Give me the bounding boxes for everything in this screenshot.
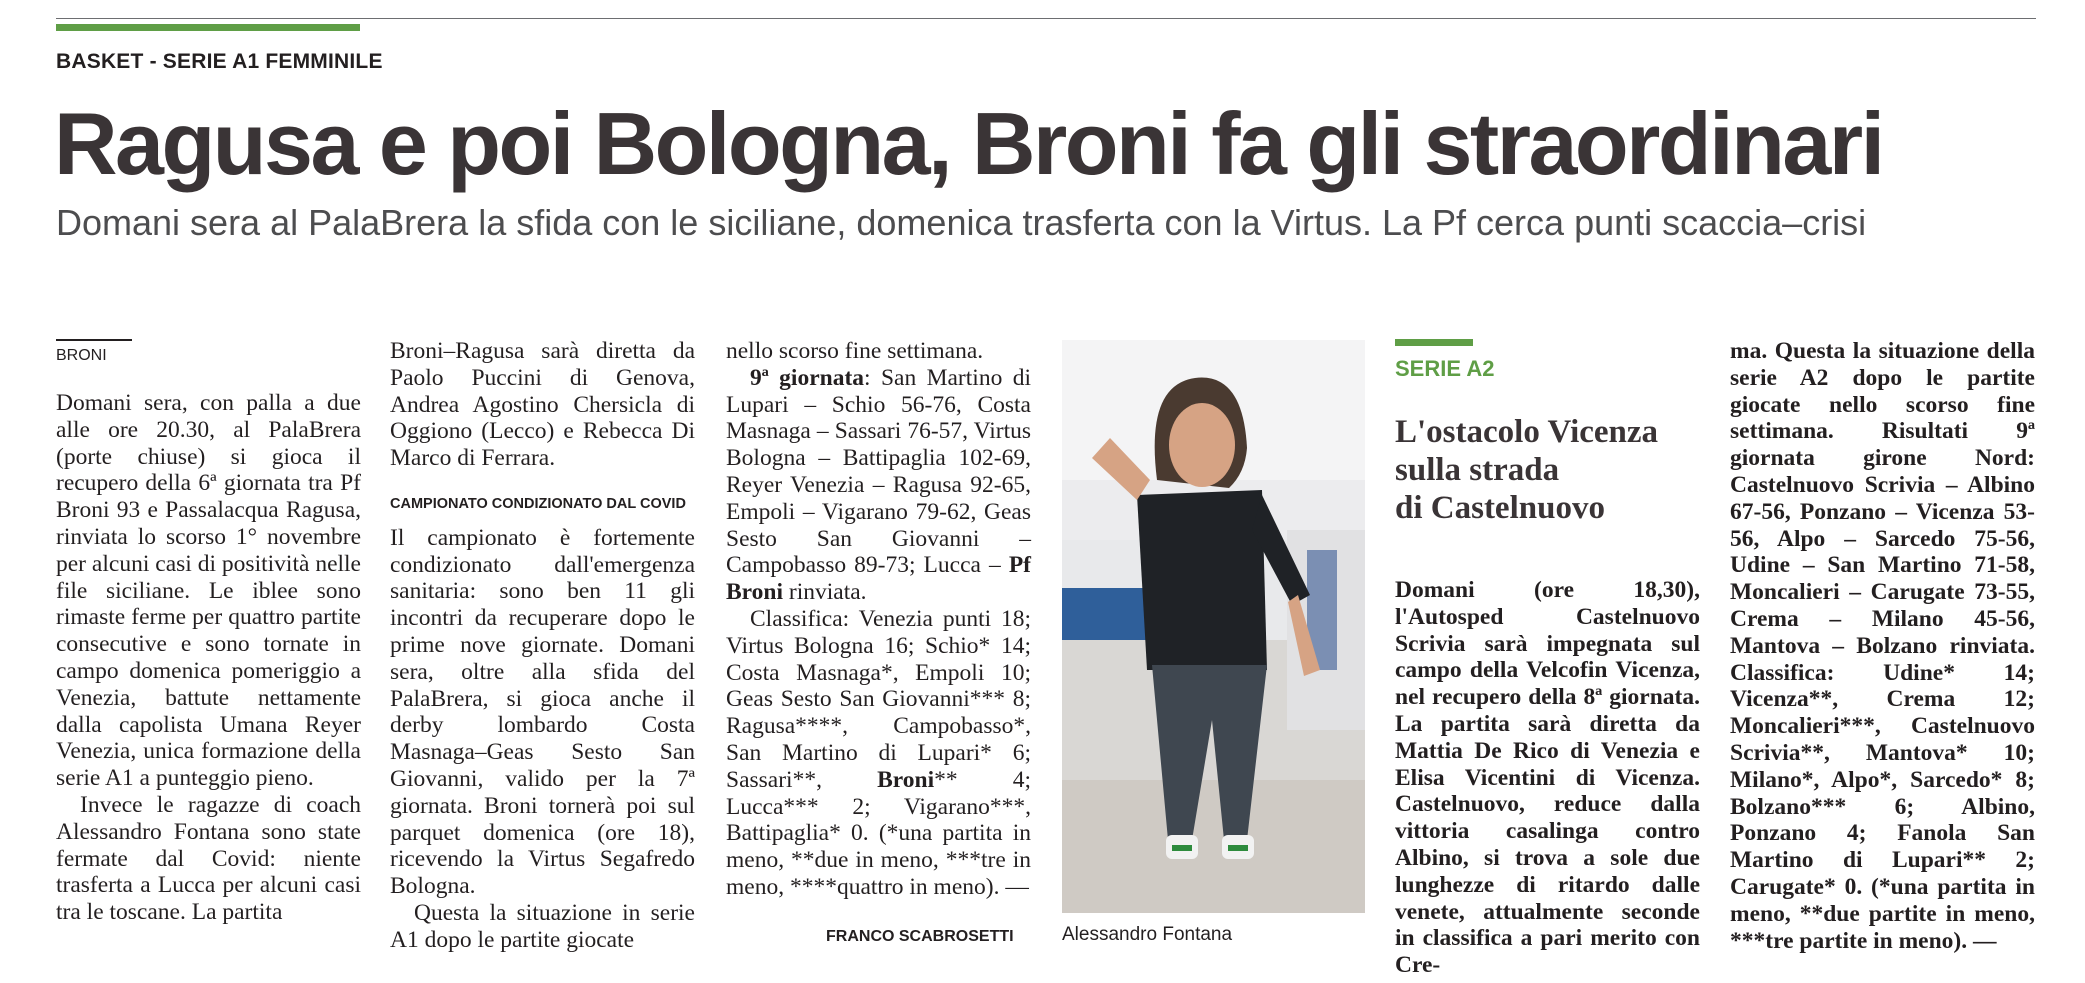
article-location: BRONI (56, 347, 107, 364)
article-paragraph: Domani sera, con palla a due alle ore 20.30, al PalaBrera (porte chiuse) si gioca il recupero della 6ª giornata tra Pf Broni 93 e Passalacqua Ragusa, rinviata lo scorso 1° novembre per alcuni casi di positività nelle file siciliane. Le iblee sono rimaste ferme per quattro partite consecutive e sono tornate in campo domenica pomeriggio a Venezia, battute nettamente dalla capolista Umana Reyer Venezia, unica formazione della serie A1 a punteggio pieno. (56, 390, 361, 792)
section-kicker: BASKET - SERIE A1 FEMMINILE (56, 50, 383, 73)
sidebar-title-line: sulla strada (1395, 452, 1560, 488)
headline: Ragusa e poi Bologna, Broni fa gli straordinari (54, 94, 1883, 193)
article-column-2 (390, 338, 695, 954)
article-paragraph: Broni–Ragusa sarà diretta da Paolo Puccini di Genova, Andrea Agostino Chersicla di Oggiono (Lecco) e Rebecca Di Marco di Ferrara. (390, 338, 695, 472)
article-paragraph: Questa la situazione in serie A1 dopo le partite giocate (390, 899, 695, 953)
standings-text: ** 4; Lucca*** 2; Vigarano***, Battipaglia* 0. (*una partita in meno, **due in meno, ***tre in meno, ****quattro in meno). — (726, 766, 1032, 900)
sidebar-accent-bar (1395, 339, 1473, 346)
article-paragraph: Invece le ragazze di coach Alessandro Fontana sono state fermate dal Covid: niente trasferta a Lucca per alcuni casi tra le toscane. La partita (56, 791, 361, 926)
round-label: 9ª giornata (750, 364, 865, 391)
team-highlight: Pf Broni (726, 552, 1031, 606)
standings-text: Classifica: Venezia punti 18; Virtus Bologna 16; Schio* 14; Costa Masnaga*, Empoli 10; Geas Sesto San Giovanni*** 8; Ragusa****, Campobasso*, San Martino di Lupari* 6; Sassari**, (726, 605, 1031, 793)
coach-photo (1062, 340, 1365, 913)
section-subtitle: CAMPIONATO CONDIZIONATO DAL COVID (390, 495, 686, 512)
results-text: : San Martino di Lupari – Schio 56-76, Costa Masnaga – Sassari 76-57, Virtus Bologna – Battipaglia 102-69, Reyer Venezia – Ragusa 92-65, Empoli – Vigarano 79-62, Geas Sesto San Giovanni – Campobasso 89-73; Lucca – (726, 364, 1031, 579)
sidebar-column-1: Domani (ore 18,30), l'Autosped Castelnuovo Scrivia sarà impegnata sul campo della Velcofin Vicenza, nel recupero della 8ª giornata. La partita sarà diretta da Mattia De Rico di Venezia e Elisa Vicentini di Vicenza. Castelnuovo, reduce dalla vittoria casalinga contro Albino, si trova a sole due lunghezze di ritardo dalle venete, attualmente seconde in classifica a pari merito con Cre- (1395, 577, 1700, 979)
kicker-accent-bar (56, 24, 360, 31)
top-rule (56, 18, 2036, 19)
article-column-1 (56, 390, 361, 926)
sidebar-title (1395, 413, 1658, 527)
sidebar-column-2: ma. Questa la situazione della serie A2 dopo le partite giocate nello scorso fine settimana. Risultati 9ª giornata girone Nord: Castelnuovo Scrivia – Albino 67-56, Ponzano – Vicenza 53-56, Alpo – Sarcedo 75-56, Udine – San Martino 71-58, Moncalieri – Carugate 73-55, Crema – Milano 45-56, Mantova – Bolzano rinviata. Classifica: Udine* 14; Vicenza**, Crema 12; Moncalieri***, Castelnuovo Scrivia**, Mantova* 10; Milano*, Alpo*, Sarcedo* 8; Bolzano*** 6; Albino, Ponzano 4; Fanola San Martino di Lupari** 2; Carugate* 0. (*una partita in meno, **due partite in meno, ***tre partite in meno). — (1730, 338, 2035, 954)
results-tail: rinviata. (783, 579, 867, 606)
byline: FRANCO SCABROSETTI (826, 928, 1014, 945)
article-paragraph: nello scorso fine settimana. (726, 338, 984, 364)
subheadline: Domani sera al PalaBrera la sfida con le siciliane, domenica trasferta con la Virtus. La Pf cerca punti scaccia–crisi (56, 202, 1867, 243)
sidebar-title-line: di Castelnuovo (1395, 490, 1605, 526)
sidebar-label: SERIE A2 (1395, 356, 1495, 381)
team-highlight: Broni (877, 766, 935, 793)
standings-paragraph (726, 606, 1031, 901)
photo-caption: Alessandro Fontana (1062, 924, 1233, 945)
article-column-3 (726, 338, 1031, 901)
results-paragraph (726, 365, 1031, 606)
location-rule (56, 339, 132, 341)
sidebar-title-line: L'ostacolo Vicenza (1395, 414, 1659, 450)
article-paragraph: Il campionato è fortemente condizionato dall'emergenza sanitaria: sono ben 11 gli incontri da recuperare dopo le prime nove giornate. Domani sera, oltre alla sfida del PalaBrera, si gioca anche il derby lombardo Costa Masnaga–Geas Sesto San Giovanni, valido per la 7ª giornata. Broni tornerà poi sul parquet domenica (ore 18), ricevendo la Virtus Segafredo Bologna. (390, 524, 695, 900)
